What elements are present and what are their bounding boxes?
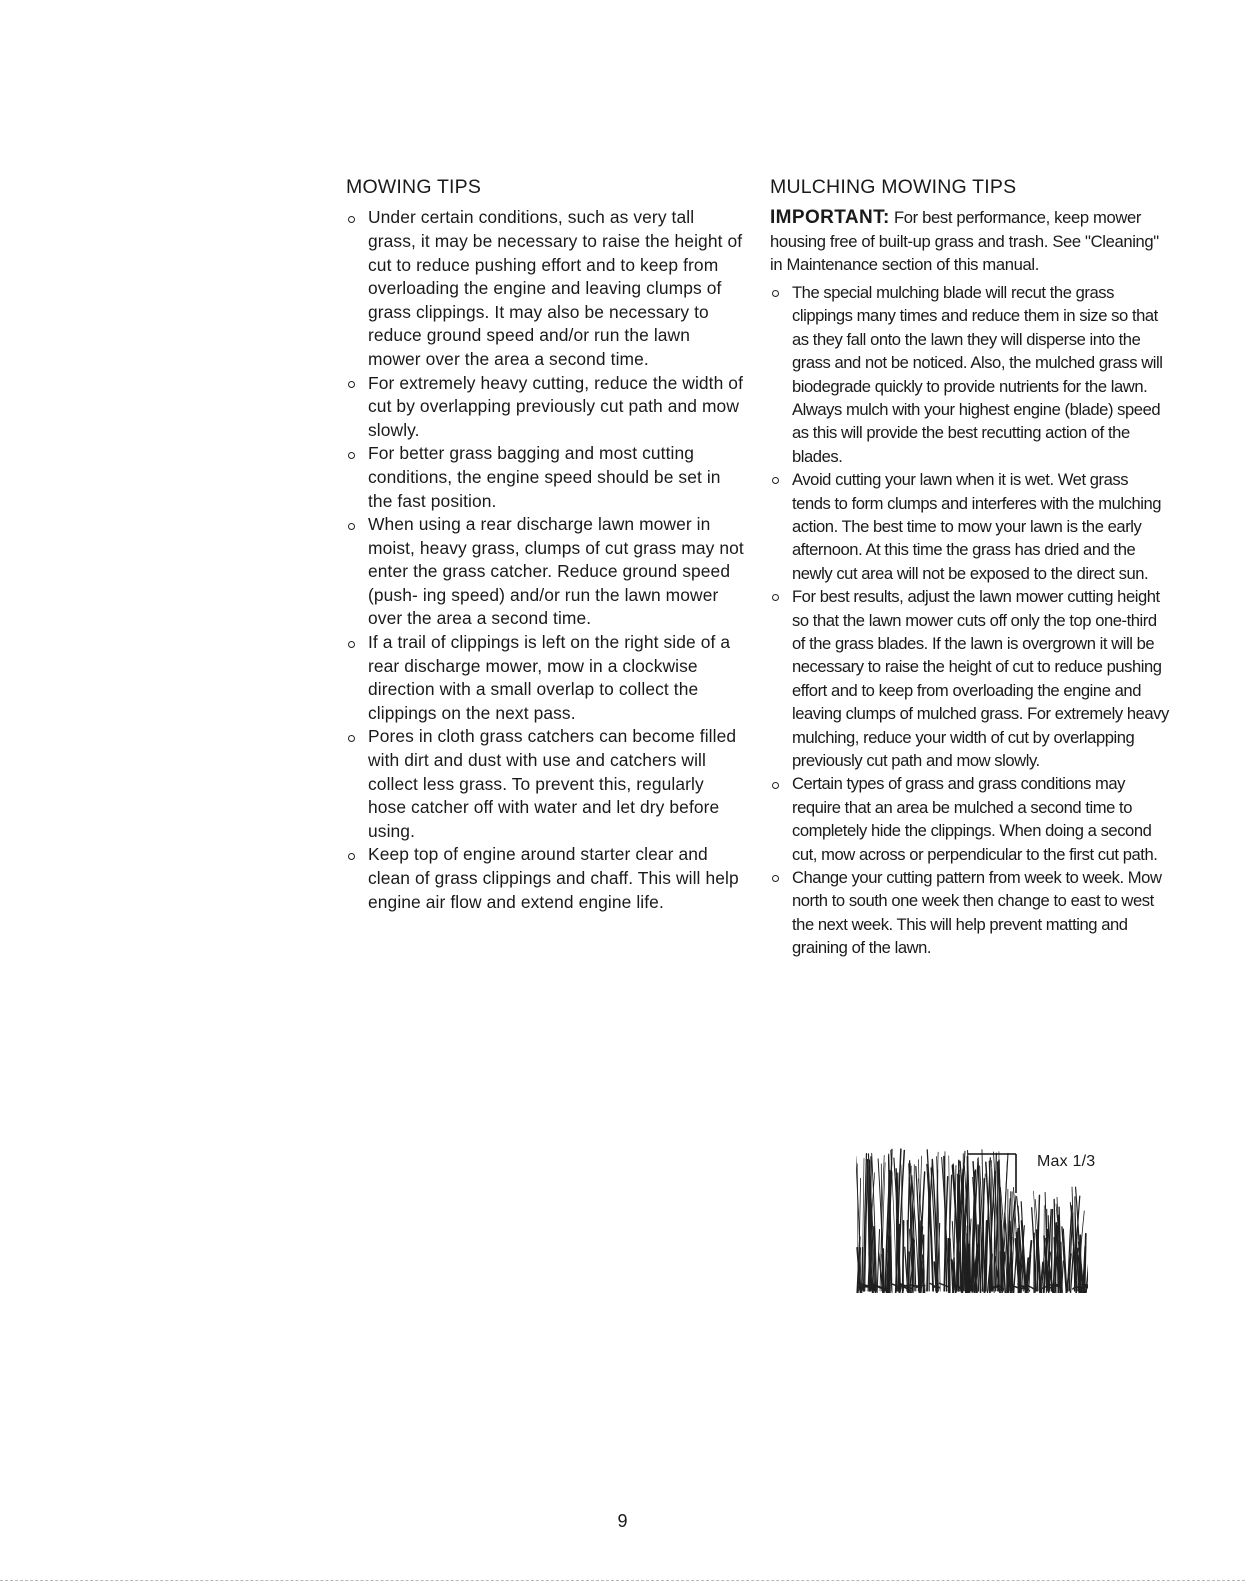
- mulching-tip-item: Avoid cutting your lawn when it is wet. Wet grass tends to form clumps and interferes with the mulching action. The best time to mow your lawn is the early afternoon. At this time the grass has dried and the newly cut area will not be exposed to the direct sun.: [770, 468, 1170, 585]
- mowing-tip-item: For extremely heavy cutting, reduce the width of cut by overlapping previously cut path and mow slowly.: [346, 372, 746, 443]
- mulching-tips-heading: MULCHING MOWING TIPS: [770, 176, 1017, 198]
- mulching-tips-list: [770, 281, 1170, 960]
- mowing-tip-item: Under certain conditions, such as very tall grass, it may be necessary to raise the height of cut to reduce pushing effort and to keep from overloading the engine and leaving clumps of grass clippings. It may also be necessary to reduce ground speed and/or run the lawn mower over the area a second time.: [346, 206, 746, 371]
- important-note: [770, 206, 1170, 277]
- mowing-tip-item: Pores in cloth grass catchers can become filled with dirt and dust with use and catchers will collect less grass. To prevent this, regularly hose catcher off with water and let dry before using.: [346, 725, 746, 843]
- important-label: IMPORTANT:: [770, 207, 890, 229]
- page-number: 9: [617, 1511, 628, 1531]
- mowing-tip-item: If a trail of clippings is left on the right side of a rear discharge mower, mow in a clockwise direction with a small overlap to collect the clippings on the next pass.: [346, 631, 746, 725]
- mowing-tips-section: [346, 176, 746, 914]
- mulching-tip-item: Certain types of grass and grass conditions may require that an area be mulched a second time to completely hide the clippings. When doing a second cut, mow across or perpendicular to the first cut path.: [770, 772, 1170, 866]
- mulching-tip-item: The special mulching blade will recut the grass clippings many times and reduce them in size so that as they fall onto the lawn they will disperse into the grass and not be noticed. Also, the mulched grass will biodegrade quickly to provide nutrients for the lawn. Always mulch with your highest engine (blade) speed as this will provide the best recutting action of the blades.: [770, 281, 1170, 468]
- important-text: For best performance, keep mower housing free of built-up grass and trash. See "Cleaning" in Maintenance section of this manual.: [770, 208, 1159, 275]
- mowing-tips-heading: MOWING TIPS: [346, 176, 482, 198]
- bottom-scan-edge: [0, 1580, 1245, 1582]
- mowing-tips-list: [346, 206, 746, 914]
- mowing-tip-item: Keep top of engine around starter clear and clean of grass clippings and chaff. This will help engine air flow and extend engine life.: [346, 843, 746, 914]
- mowing-tip-item: For better grass bagging and most cutting conditions, the engine speed should be set in the fast position.: [346, 442, 746, 513]
- mulching-tip-item: Change your cutting pattern from week to week. Mow north to south one week then change to east to west the next week. This will help prevent matting and graining of the lawn.: [770, 866, 1170, 960]
- max-one-third-label: Max 1/3: [1037, 1153, 1096, 1170]
- mulching-tip-item: For best results, adjust the lawn mower cutting height so that the lawn mower cuts off only the top one-third of the grass blades. If the lawn is overgrown it will be necessary to raise the height of cut to reduce pushing effort and to keep from overloading the engine and leaving clumps of mulched grass. For extremely heavy mulching, reduce your width of cut by overlapping previously cut path and mow slowly.: [770, 585, 1170, 772]
- mowing-tip-item: When using a rear discharge lawn mower in moist, heavy grass, clumps of cut grass may not enter the grass catcher. Reduce ground speed (push- ing speed) and/or run the lawn mower over the area a second time.: [346, 513, 746, 631]
- mulching-tips-section: [770, 176, 1170, 960]
